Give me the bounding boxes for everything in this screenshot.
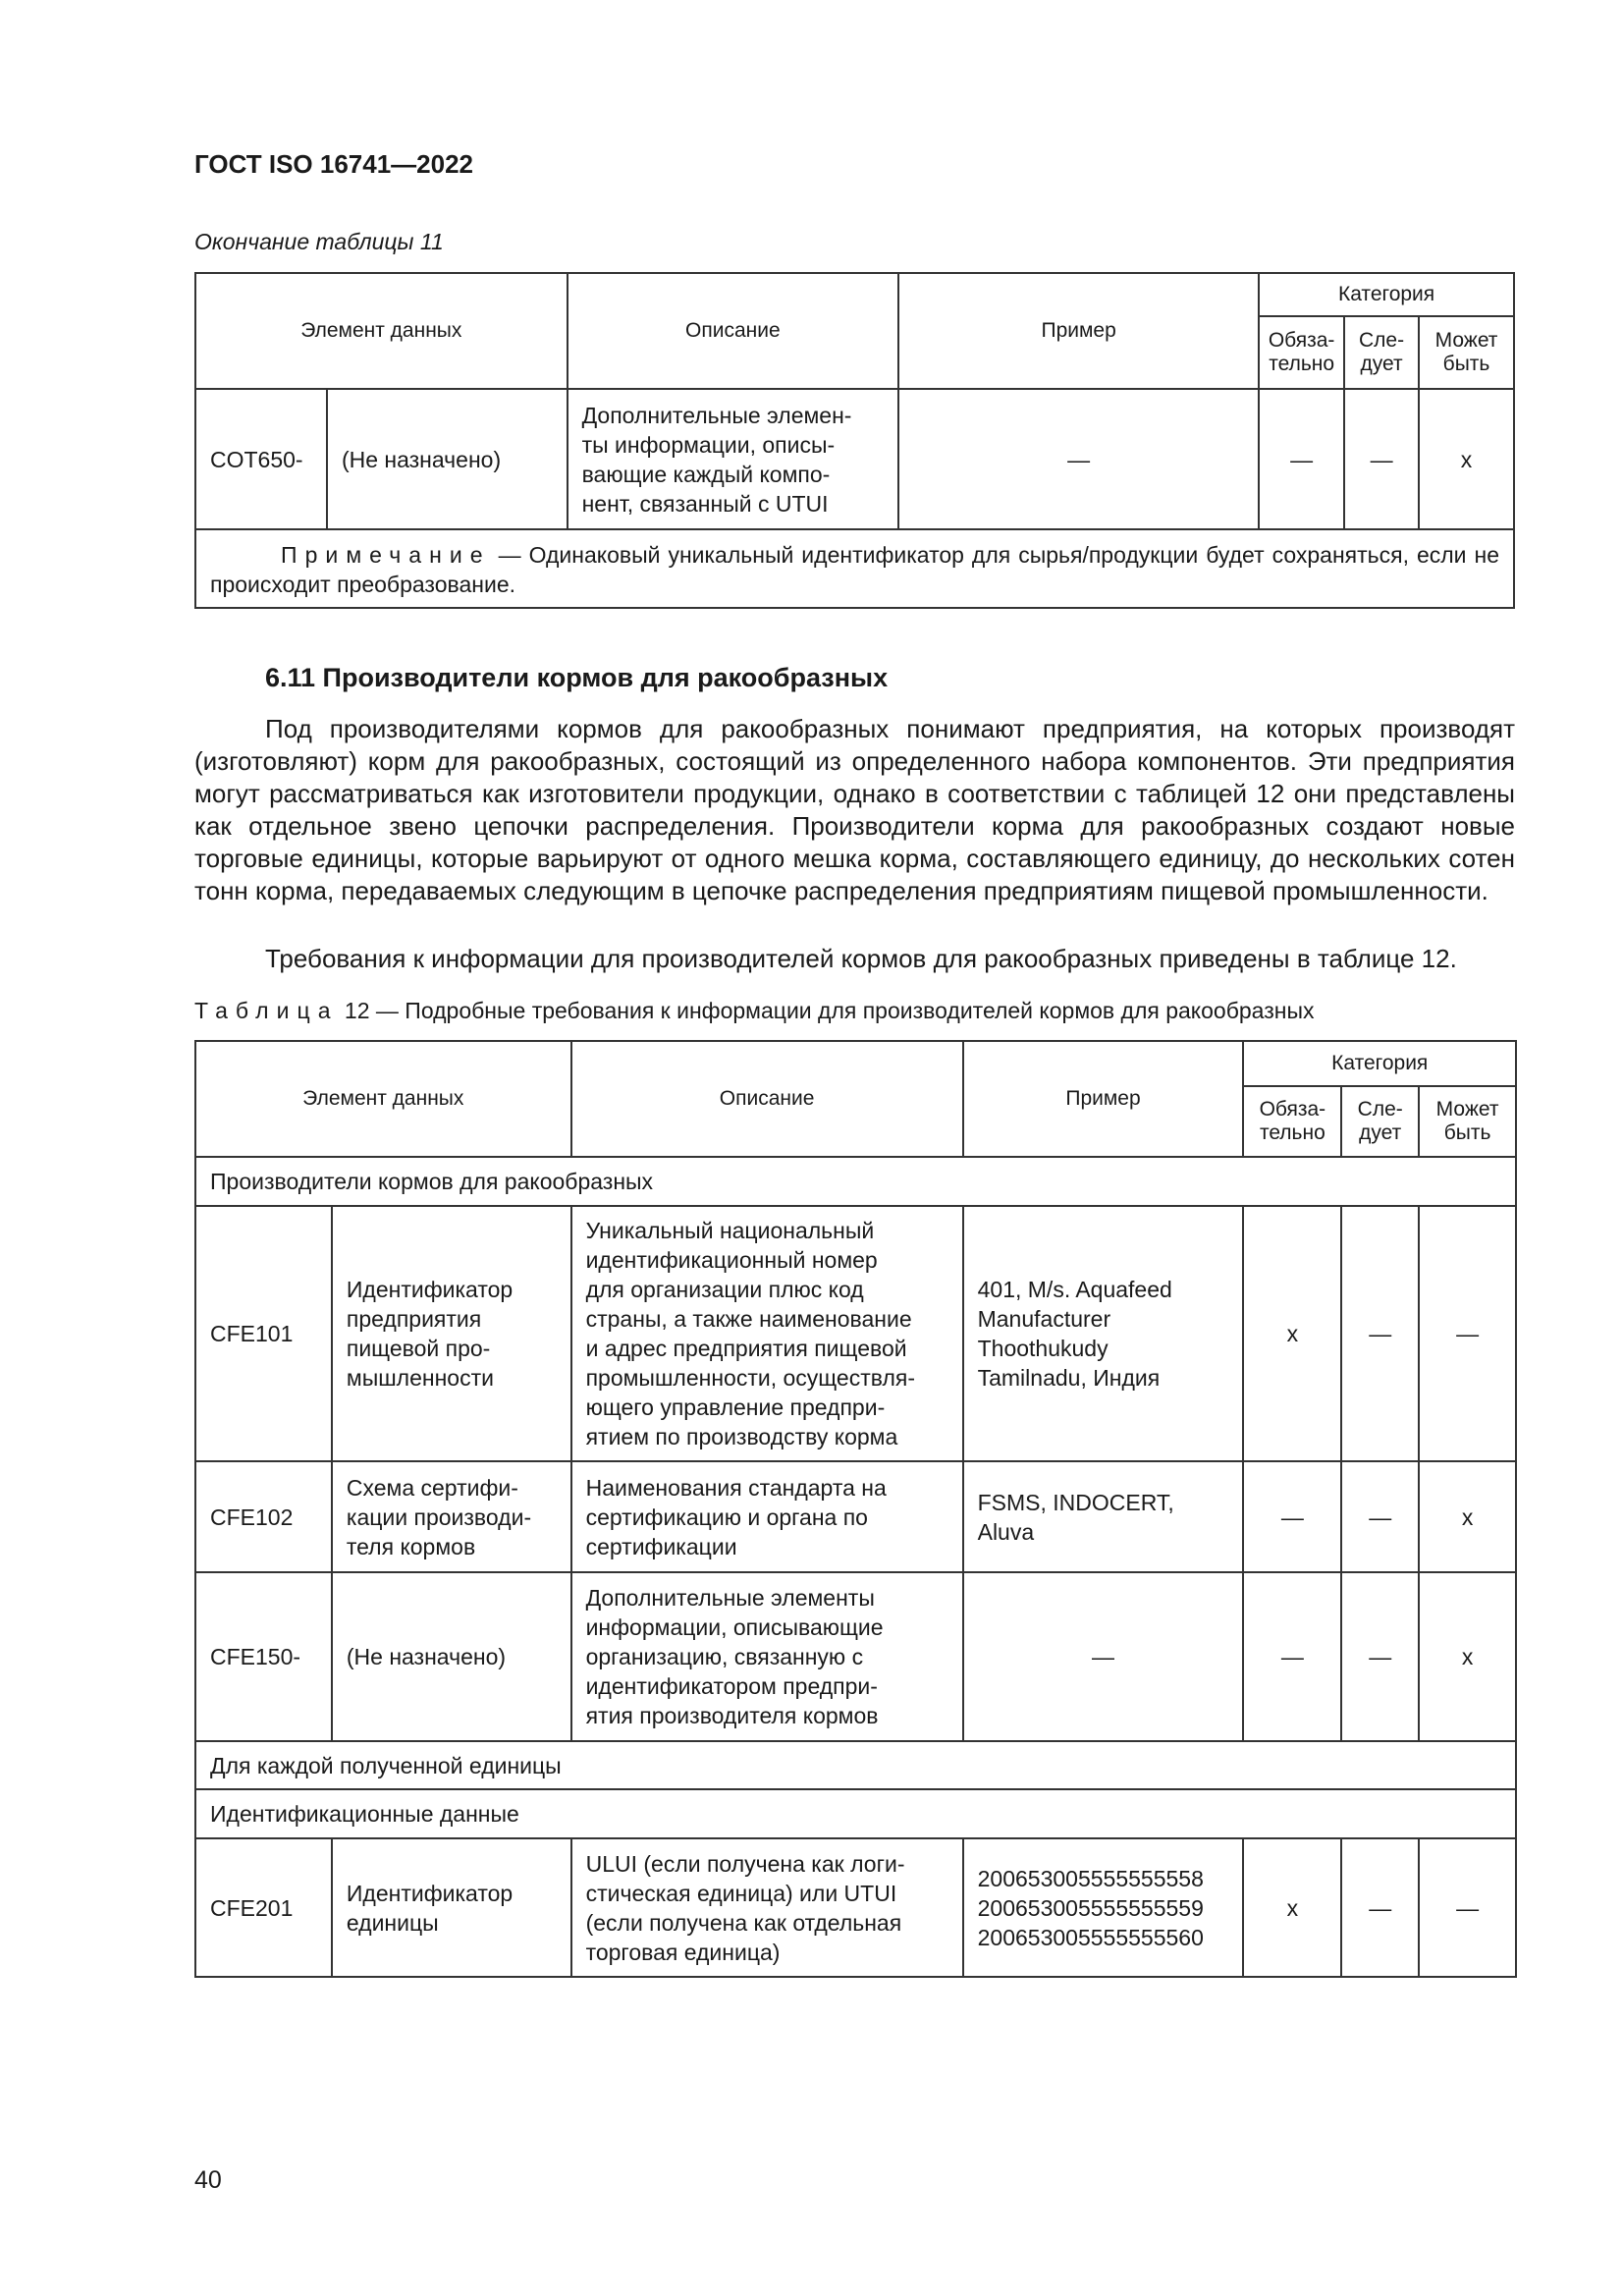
header-may: Может быть xyxy=(1419,316,1514,389)
header-should: Сле- дует xyxy=(1341,1086,1419,1157)
table-12-caption-label: Таблица xyxy=(194,998,339,1023)
header-example: Пример xyxy=(963,1041,1244,1157)
cell-mandatory: x xyxy=(1243,1838,1341,1977)
cell-example: 401, M/s. Aquafeed Manufacturer Thoothukudy Tamilnadu, Индия xyxy=(963,1206,1244,1461)
group-label: Производители кормов для ракообразных xyxy=(195,1157,1516,1206)
cell-description: Уникальный национальный идентификационный номер для организации плюс код страны, а также наименование и адрес предприятия пищевой промышленности, осуществля- ющего управление предпри- ятием по производству корма xyxy=(571,1206,963,1461)
cell-mandatory: — xyxy=(1243,1572,1341,1741)
header-may: Может быть xyxy=(1419,1086,1516,1157)
cell-mandatory: — xyxy=(1259,389,1344,529)
header-description: Описание xyxy=(571,1041,963,1157)
cell-name: (Не назначено) xyxy=(327,389,568,529)
header-should: Сле- дует xyxy=(1344,316,1419,389)
cell-may: x xyxy=(1419,389,1514,529)
cell-should: — xyxy=(1341,1206,1419,1461)
cell-should: — xyxy=(1341,1461,1419,1572)
cell-example: FSMS, INDOCERT, Aluva xyxy=(963,1461,1244,1572)
cell-name: Идентификатор единицы xyxy=(332,1838,571,1977)
table-row xyxy=(195,1572,1516,1741)
header-mandatory: Обяза- тельно xyxy=(1243,1086,1341,1157)
cell-code: CFE101 xyxy=(195,1206,332,1461)
note-text: — Одинаковый уникальный идентификатор для сырья/продукции будет сохраняться, если не происходит преобразование. xyxy=(210,542,1499,597)
cell-description: Дополнительные элементы информации, описывающие организацию, связанную с идентификатором предпри- ятия производителя кормов xyxy=(571,1572,963,1741)
cell-description: Дополнительные элемен- ты информации, описы- вающие каждый компо- нент, связанный с UTUI xyxy=(568,389,899,529)
cell-may: — xyxy=(1419,1206,1516,1461)
table-row xyxy=(195,1206,1516,1461)
document-id: ГОСТ ISO 16741—2022 xyxy=(194,149,474,179)
table-note-row xyxy=(195,529,1514,608)
group-label: Идентификационные данные xyxy=(195,1789,1516,1838)
table-row xyxy=(195,1461,1516,1572)
header-mandatory: Обяза- тельно xyxy=(1259,316,1344,389)
cell-should: — xyxy=(1344,389,1419,529)
group-row xyxy=(195,1157,1516,1206)
table-12 xyxy=(194,1040,1517,1978)
table-12-caption-text: 12 — Подробные требования к информации для производителей кормов для ракообразных xyxy=(338,998,1315,1023)
table-note xyxy=(195,529,1514,608)
table-11-continuation-caption: Окончание таблицы 11 xyxy=(194,229,444,254)
cell-may: x xyxy=(1419,1572,1516,1741)
group-row xyxy=(195,1789,1516,1838)
cell-mandatory: — xyxy=(1243,1461,1341,1572)
header-description: Описание xyxy=(568,273,899,389)
header-data-element: Элемент данных xyxy=(195,273,568,389)
header-example: Пример xyxy=(898,273,1259,389)
header-category: Категория xyxy=(1243,1041,1516,1086)
table-11 xyxy=(194,272,1515,609)
table-row xyxy=(195,1838,1516,1977)
table-row xyxy=(195,389,1514,529)
cell-example: — xyxy=(963,1572,1244,1741)
page-number: 40 xyxy=(194,2166,222,2194)
cell-may: x xyxy=(1419,1461,1516,1572)
cell-code: COT650- xyxy=(195,389,327,529)
cell-example: — xyxy=(898,389,1259,529)
table-12-caption xyxy=(194,998,1314,1024)
cell-should: — xyxy=(1341,1572,1419,1741)
section-title: 6.11 Производители кормов для ракообразных xyxy=(265,663,889,692)
paragraph: Требования к информации для производителей кормов для ракообразных приведены в таблице 12. xyxy=(265,944,1457,973)
cell-name: Идентификатор предприятия пищевой про- мышленности xyxy=(332,1206,571,1461)
cell-should: — xyxy=(1341,1838,1419,1977)
cell-may: — xyxy=(1419,1838,1516,1977)
group-row xyxy=(195,1741,1516,1789)
header-category: Категория xyxy=(1259,273,1514,316)
cell-code: CFE150- xyxy=(195,1572,332,1741)
cell-example: 200653005555555558 200653005555555559 200653005555555560 xyxy=(963,1838,1244,1977)
cell-name: (Не назначено) xyxy=(332,1572,571,1741)
note-label: Примечание xyxy=(281,542,491,568)
cell-description: ULUI (если получена как логи- стическая единица) или UTUI (если получена как отдельная торговая единица) xyxy=(571,1838,963,1977)
group-label: Для каждой полученной единицы xyxy=(195,1741,1516,1789)
cell-code: CFE201 xyxy=(195,1838,332,1977)
paragraph: Под производителями кормов для ракообразных понимают предприятия, на которых производят (изготовляют) корм для ракообразных, состоящий из определенного набора компонентов. Эти предприятия могут рассматриваться как изготовители продукции, однако в соответствии с таблицей 12 они представлены как отдельное звено цепочки распределения. Производители корма для ракообразных создают новые торговые единицы, которые варьируют от одного мешка корма, составляющего единицу, до нескольких сотен тонн корма, передаваемых следующим в цепочке распределения предприятиям пищевой промышленности. xyxy=(194,714,1515,905)
header-data-element: Элемент данных xyxy=(195,1041,571,1157)
cell-name: Схема сертифи- кации производи- теля кормов xyxy=(332,1461,571,1572)
cell-description: Наименования стандарта на сертификацию и органа по сертификации xyxy=(571,1461,963,1572)
cell-code: CFE102 xyxy=(195,1461,332,1572)
cell-mandatory: x xyxy=(1243,1206,1341,1461)
